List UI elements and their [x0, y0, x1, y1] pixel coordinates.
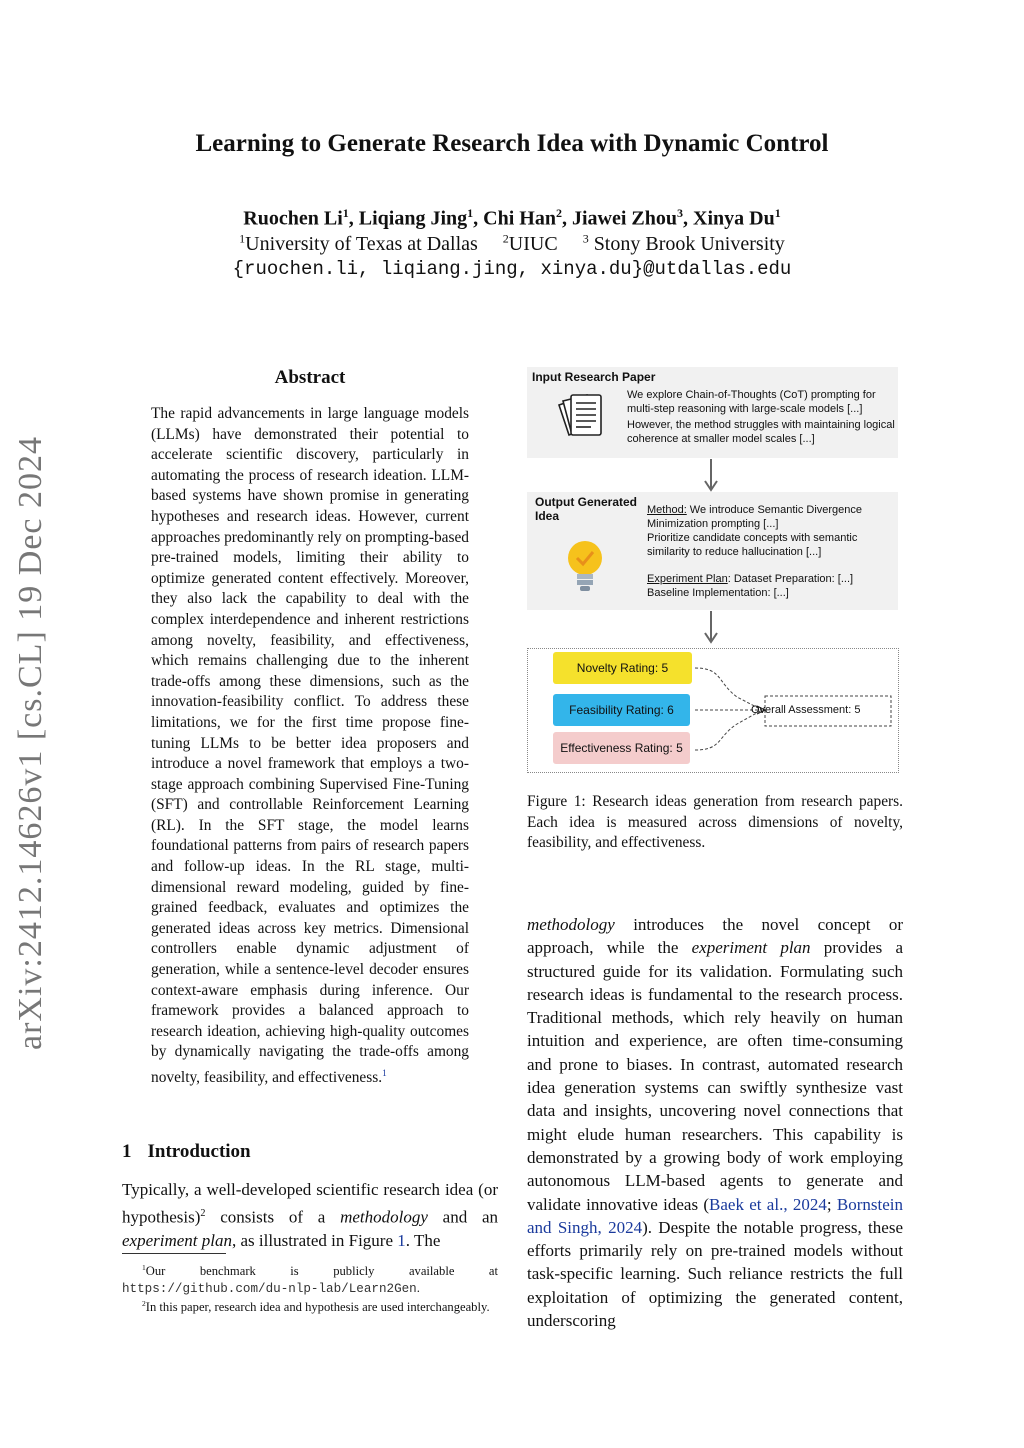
right-column-paragraph: methodology introduces the novel concept or approach, while the experiment plan provides a structured guide for its validation. Formulating such research ideas is fundamental to the research process. Traditional methods, which rely heavily on human intuition and experience, are often time-consuming and prone to biases. In contrast, automated research idea generation systems can swiftly synthesize vast data and insights, uncovering novel connections that might elude human researchers. This capability is demonstrated by a growing body of work employing autonomous LLM-based agents to generate and validate innovative ideas (Baek et al., 2024; Bornstein and Singh, 2024). Despite the notable progress, these efforts primarily rely on pre-trained models without task-specific learning. Such reliance restricts the full exploitation of optimizing the generated content, underscoring	[527, 915, 903, 1331]
input-panel	[527, 367, 898, 458]
method-text: Method: We introduce Semantic Divergence Minimization prompting [...]	[647, 504, 863, 530]
author: Liqiang Jing	[358, 207, 468, 230]
affiliations	[0, 231, 1024, 256]
footnote-2: $^2$In this paper, research idea and hypothesis are used interchangeably.	[142, 1299, 490, 1315]
section-heading: 1 Introduction	[122, 1141, 251, 1162]
footnote-mark[interactable]: 1	[382, 1068, 387, 1078]
author-affil-mark: 1	[342, 206, 349, 220]
author-affil-mark: 2	[555, 206, 562, 220]
author-list: Ruochen Li$^1$, Liqiang Jing$^1$, Chi Han$^2$, Jiawei Zhou$^3$, Xinya Du$^1$	[243, 206, 781, 230]
figure-1	[527, 367, 899, 775]
citation-link[interactable]: Baek et al., 2024	[709, 1194, 827, 1214]
input-text-1: We explore Chain-of-Thoughts (CoT) prompting for multi-step reasoning with large-scale models [...]	[627, 389, 876, 415]
author: Chi Han	[483, 207, 556, 230]
arxiv-stamp: arXiv:2412.14626v1 [cs.CL] 19 Dec 2024	[12, 435, 49, 1050]
author-email: {ruochen.li, liqiang.jing, xinya.du}@utdallas.edu	[232, 258, 792, 280]
abstract-heading: Abstract	[274, 367, 346, 388]
affiliation: $^2$UIUC	[502, 231, 558, 255]
output-label: Output Generated Idea	[535, 495, 638, 523]
author-affil-mark: 1	[467, 206, 474, 220]
citation-link[interactable]: Bornstein and Singh, 2024	[527, 1194, 903, 1237]
author-affil-mark: 3	[677, 206, 683, 220]
overall-assessment: Overall Assessment: 5	[751, 704, 861, 716]
author-affil-mark: 1	[774, 206, 781, 220]
down-arrow-icon	[704, 611, 718, 645]
author: Xinya Du	[693, 207, 775, 230]
lightbulb-icon	[565, 538, 605, 594]
abstract-text: The rapid advancements in large language models (LLMs) have demonstrated their potential to accelerate scientific discovery, particularly in automating the process of research ideation. LLM-based systems have shown promise in generating hypotheses and research ideas. However, current approaches predominantly rely on prompting-based pre-trained models, limiting their ability to optimize generated content effectively. Moreover, they also lack the capability to deal with the complex interdependence and inherent restrictions among novelty, feasibility, and effectiveness, which remains challenging due to the inherent trade-offs among these dimensions, such as the innovation-feasibility conflict. To address these limitations, we for the first time propose fine-tuning LLMs to be better idea proposers and introduce a novel framework that employs a two-stage approach combining Supervised Fine-Tuning (SFT) and controllable Reinforcement Learning (RL). In the SFT stage, the model learns foundational patterns from pairs of research papers and follow-up ideas. In the RL stage, multi-dimensional reward modeling, guided by fine-grained feedback, evaluates and optimizes the generated ideas across key metrics. Dimensional controllers enable dynamic adjustment of generation, while a sentence-level decoder ensures context-aware emphasis during inference. Our framework provides a balanced approach to research ideation, achieving high-quality outcomes by dynamically navigating the trade-offs among novelty, feasibility, and effectiveness.$^1$	[151, 405, 469, 1087]
affiliation: $^1$University of Texas at Dallas	[239, 231, 478, 255]
effectiveness-rating: Effectiveness Rating: 5	[553, 732, 690, 764]
intro-paragraph: Typically, a well-developed scientific research idea (or hypothesis)$^2$ consists of a methodology and an experiment plan, as illustrated in Figure 1. The	[122, 1180, 498, 1250]
affiliation: $^3$ Stony Brook University	[582, 231, 785, 255]
footnote-1: $^1$Our benchmark is publicly available at https://github.com/du-nlp-lab/Learn2Gen.	[122, 1263, 498, 1297]
feasibility-rating: Feasibility Rating: 6	[553, 694, 690, 726]
input-text-2: However, the method struggles with maintaining logical coherence at smaller model scales [...]	[627, 419, 895, 445]
novelty-rating: Novelty Rating: 5	[553, 652, 692, 684]
method-text-2: Prioritize candidate concepts with semantic similarity to reduce hallucination [...]	[647, 532, 858, 558]
author: Jiawei Zhou	[571, 207, 677, 230]
input-label: Input Research Paper	[532, 370, 656, 384]
plan-text-2: Baseline Implementation: [...]	[647, 587, 789, 599]
paper-title: Learning to Generate Research Idea with Dynamic Control	[195, 130, 829, 157]
footnote-rule	[122, 1253, 226, 1254]
figure-ref-link[interactable]: 1	[397, 1230, 406, 1250]
document-icon	[553, 391, 609, 443]
author: Ruochen Li	[243, 207, 343, 230]
figure-caption: Figure 1: Research ideas generation from research papers. Each idea is measured across dimensions of novelty, feasibility, and effectiveness.	[527, 793, 903, 852]
down-arrow-icon	[704, 459, 718, 493]
footnote-mark: 2	[200, 1207, 206, 1219]
benchmark-url-link[interactable]: https://github.com/du-nlp-lab/Learn2Gen	[122, 1282, 417, 1297]
plan-text: Experiment Plan: Dataset Preparation: [...]	[647, 573, 854, 585]
output-panel	[527, 492, 898, 610]
